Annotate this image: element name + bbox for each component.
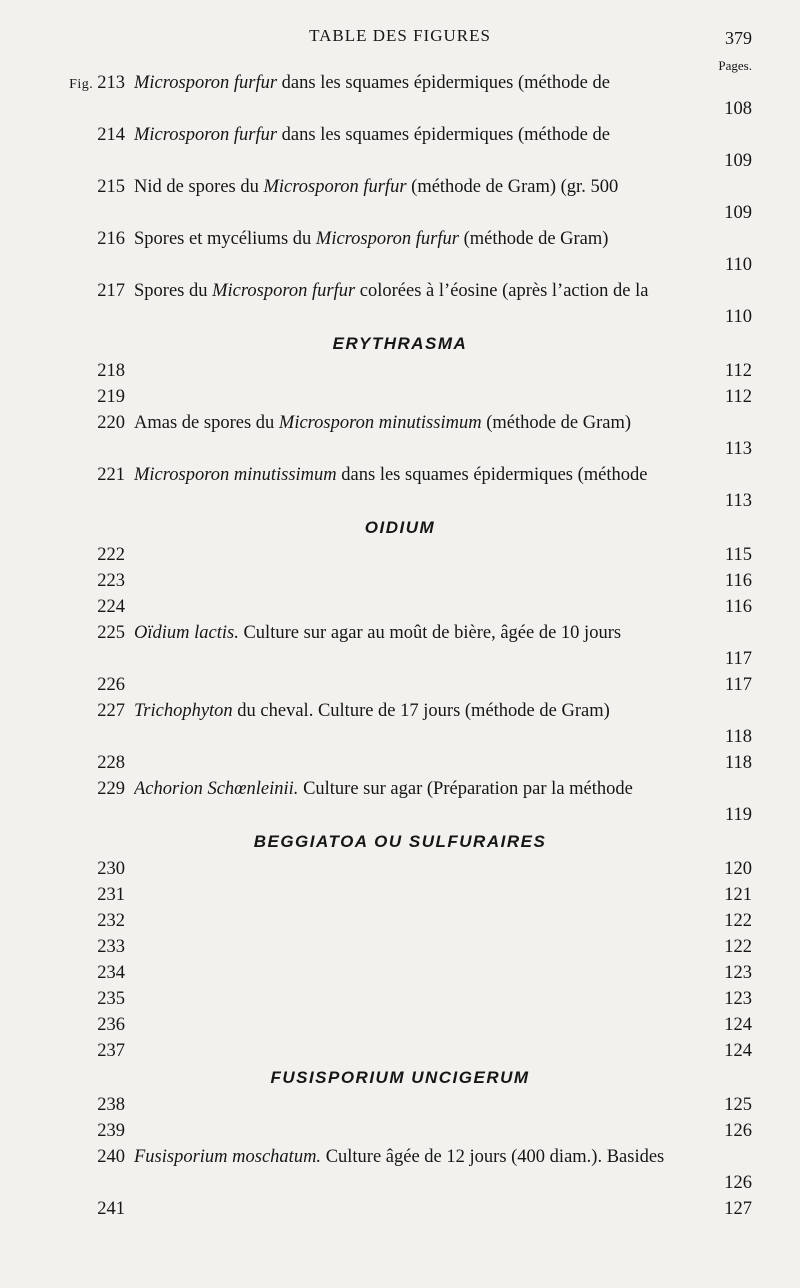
figure-entry [0, 358, 800, 384]
figure-entry [0, 620, 800, 672]
figure-number: 216 [97, 229, 125, 249]
description-text: Culture sur agar (Préparation par la méthode [298, 779, 633, 799]
page-reference: 124 [724, 1015, 752, 1035]
figure-entry [0, 672, 800, 698]
figure-entry [0, 410, 800, 462]
page-reference: 121 [724, 885, 752, 905]
entry-line [0, 304, 800, 330]
entry-line [0, 122, 800, 148]
figure-number: 231 [97, 885, 125, 905]
figure-entry [0, 122, 800, 174]
page-reference: 116 [724, 597, 752, 617]
figure-number: 221 [97, 465, 125, 485]
figure-entry [0, 1038, 800, 1064]
entry-line [0, 646, 800, 672]
figure-entry [0, 462, 800, 514]
page-reference: 123 [724, 963, 752, 983]
entry-line [0, 568, 800, 594]
description-text: (méthode de Gram) [481, 413, 632, 433]
entry-line [0, 542, 800, 568]
page-reference: 118 [724, 727, 752, 747]
figure-number: 230 [97, 859, 125, 879]
section-heading: OIDIUM [364, 518, 436, 537]
figure-number: 222 [97, 545, 125, 565]
description-text: Culture âgée de 12 jours (400 diam.). Basides [321, 1147, 665, 1167]
figure-entry [0, 960, 800, 986]
description-text: Nid de spores du [134, 177, 264, 197]
figure-caption [134, 226, 752, 252]
page-reference: 113 [724, 439, 752, 459]
figure-number: 218 [97, 361, 125, 381]
page-reference: 116 [724, 571, 752, 591]
page-reference: 110 [724, 255, 752, 275]
page-reference: 118 [724, 753, 752, 773]
entry-line [0, 934, 800, 960]
figure-entry [0, 226, 800, 278]
entry-line [0, 776, 800, 802]
entry-line [0, 908, 800, 934]
entry-line [0, 410, 800, 436]
figure-entry [0, 776, 800, 828]
entry-line [0, 1144, 800, 1170]
entry-line [0, 174, 800, 200]
page-reference: 123 [724, 989, 752, 1009]
entry-line [0, 672, 800, 698]
pages-column-label: Pages. [718, 58, 752, 73]
page-reference: 117 [724, 675, 752, 695]
page-reference: 122 [724, 911, 752, 931]
figure-number: 220 [97, 413, 125, 433]
species-name: Microsporon furfur [212, 281, 356, 301]
section-heading: ERYTHRASMA [332, 334, 468, 353]
figure-number: 232 [97, 911, 125, 931]
figure-number: 238 [97, 1095, 125, 1115]
figure-number: 229 [97, 779, 125, 799]
figure-number: 219 [97, 387, 125, 407]
entry-line [0, 148, 800, 174]
species-name: Microsporon furfur [263, 177, 407, 197]
description-text: Culture sur agar au moût de bière, âgée de 10 jours [238, 623, 622, 643]
figure-number: 235 [97, 989, 125, 1009]
species-name: Trichophyton [134, 701, 233, 721]
figure-list [0, 70, 800, 1222]
figure-number: 215 [97, 177, 125, 197]
figure-entry [0, 908, 800, 934]
figure-entry [0, 384, 800, 410]
figure-entry [0, 1144, 800, 1196]
entry-line [0, 488, 800, 514]
entry-line [0, 1012, 800, 1038]
species-name: Microsporon minutissimum [134, 465, 337, 485]
entry-line [0, 802, 800, 828]
running-title: TABLE DES FIGURES [309, 26, 491, 45]
entry-line [0, 70, 800, 96]
entry-line [0, 960, 800, 986]
figure-caption [134, 698, 752, 724]
figure-number: 234 [97, 963, 125, 983]
figure-entry [0, 856, 800, 882]
species-name: Microsporon furfur [134, 125, 278, 145]
description-text: Spores du [134, 281, 213, 301]
entry-line [0, 620, 800, 646]
figure-number: 214 [97, 125, 125, 145]
page-reference: 127 [724, 1199, 752, 1219]
entry-line [0, 436, 800, 462]
figure-number: 227 [97, 701, 125, 721]
figure-entry [0, 882, 800, 908]
description-text: dans les squames épidermiques (méthode de [277, 125, 610, 145]
entry-line [0, 252, 800, 278]
figure-caption [134, 1144, 752, 1170]
figure-entry [0, 542, 800, 568]
entry-line [0, 1092, 800, 1118]
page-reference: 120 [724, 859, 752, 879]
figure-entry [0, 568, 800, 594]
entry-line [0, 750, 800, 776]
page-reference: 112 [724, 361, 752, 381]
entry-line [0, 226, 800, 252]
entry-line [0, 1118, 800, 1144]
entry-line [0, 1170, 800, 1196]
figure-number: 240 [97, 1147, 125, 1167]
figure-number: 241 [97, 1199, 125, 1219]
description-text: dans les squames épidermiques (méthode de [277, 73, 610, 93]
description-text: colorées à l’éosine (après l’action de la [355, 281, 649, 301]
figure-caption [134, 70, 752, 96]
figure-entry [0, 698, 800, 750]
figure-number: Fig. 213 [69, 73, 125, 93]
page-reference: 113 [724, 491, 752, 511]
figure-entry [0, 278, 800, 330]
figure-number: 224 [97, 597, 125, 617]
page-reference: 117 [724, 649, 752, 669]
species-name: Microsporon furfur [134, 73, 278, 93]
description-text: dans les squames épidermiques (méthode [336, 465, 648, 485]
page-reference: 109 [724, 203, 752, 223]
entry-line [0, 882, 800, 908]
figure-number: 225 [97, 623, 125, 643]
figure-number: 237 [97, 1041, 125, 1061]
figure-entry [0, 934, 800, 960]
entry-line [0, 96, 800, 122]
figure-number: 239 [97, 1121, 125, 1141]
entry-line [0, 278, 800, 304]
species-name: Oïdium lactis. [134, 623, 239, 643]
page-reference: 115 [724, 545, 752, 565]
figure-entry [0, 70, 800, 122]
entry-line [0, 1038, 800, 1064]
page-reference: 108 [724, 99, 752, 119]
figure-entry [0, 986, 800, 1012]
figure-entry [0, 1092, 800, 1118]
section-heading: FUSISPORIUM UNCIGERUM [270, 1068, 530, 1087]
description-text: Amas de spores du [134, 413, 279, 433]
page-reference: 110 [724, 307, 752, 327]
entry-line [0, 698, 800, 724]
figure-entry [0, 750, 800, 776]
figure-entry [0, 174, 800, 226]
description-text: (méthode de Gram) [458, 229, 609, 249]
page-reference: 124 [724, 1041, 752, 1061]
page-reference: 112 [724, 387, 752, 407]
figure-caption [134, 174, 752, 200]
page-reference: 126 [724, 1173, 752, 1193]
entry-line [0, 384, 800, 410]
section-heading: BEGGIATOA OU SULFURAIRES [253, 832, 547, 851]
figure-caption [134, 776, 752, 802]
entry-line [0, 462, 800, 488]
figure-number: 223 [97, 571, 125, 591]
entry-line [0, 986, 800, 1012]
species-name: Microsporon furfur [315, 229, 459, 249]
figure-caption [134, 410, 752, 436]
species-name: Achorion Schœnleinii. [134, 779, 299, 799]
entry-line [0, 358, 800, 384]
page-number: 379 [725, 28, 752, 48]
entry-line [0, 856, 800, 882]
figure-number: 228 [97, 753, 125, 773]
figure-number: 226 [97, 675, 125, 695]
fig-prefix: Fig. [69, 77, 98, 92]
description-text: Spores et mycéliums du [134, 229, 316, 249]
page-reference: 119 [724, 805, 752, 825]
entry-line [0, 1196, 800, 1222]
figure-caption [134, 620, 752, 646]
figure-entry [0, 594, 800, 620]
figure-number: 217 [97, 281, 125, 301]
entry-line [0, 594, 800, 620]
figure-entry [0, 1118, 800, 1144]
page-reference: 109 [724, 151, 752, 171]
figure-caption [134, 278, 752, 304]
figure-caption [134, 462, 752, 488]
page-reference: 125 [724, 1095, 752, 1115]
page-reference: 126 [724, 1121, 752, 1141]
entry-line [0, 724, 800, 750]
figure-entry [0, 1196, 800, 1222]
running-head [0, 26, 800, 50]
species-name: Microsporon minutissimum [278, 413, 482, 433]
entry-line [0, 200, 800, 226]
figure-entry [0, 1012, 800, 1038]
figure-number: 233 [97, 937, 125, 957]
species-name: Fusisporium moschatum. [134, 1147, 322, 1167]
figure-caption [134, 122, 752, 148]
description-text: (méthode de Gram) (gr. 500 [406, 177, 619, 197]
page-reference: 122 [724, 937, 752, 957]
description-text: du cheval. Culture de 17 jours (méthode de Gram) [232, 701, 610, 721]
figure-number: 236 [97, 1015, 125, 1035]
